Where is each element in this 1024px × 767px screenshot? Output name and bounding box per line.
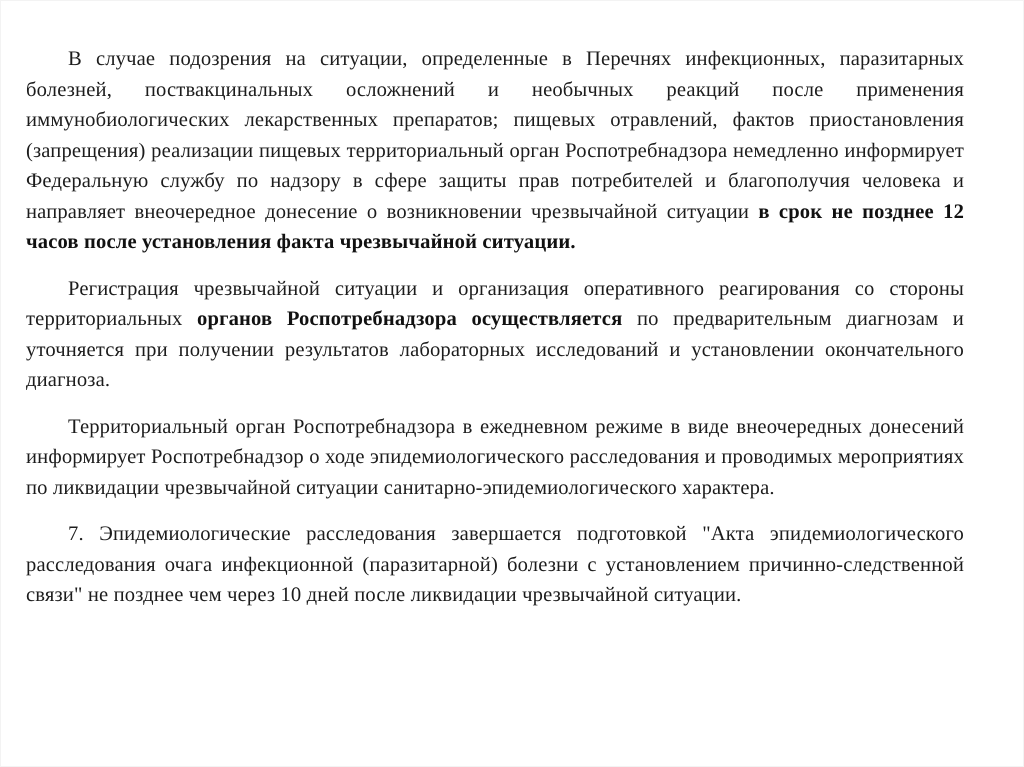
bold-deadline-text: в срок не позднее 12 часов после установления факта чрезвычайной ситуации.: [26, 200, 965, 253]
paragraph-text: Территориальный орган Роспотребнадзора в ежедневном режиме в виде внеочередных донесений информирует Роспотребнадзор о ходе эпидемиологического расследования и проводимых мероприятиях по ликвидации чрезвычайной ситуации санитарно-эпидемиологического характера.: [26, 415, 964, 499]
paragraph-investigation-act: [26, 519, 964, 611]
paragraph-text: 7. Эпидемиологические расследования завершается подготовкой "Акта эпидемиологического расследования очага инфекционной (паразитарной) болезни с установлением причинно-следственной связи" не позднее чем через 10 дней после ликвидации чрезвычайной ситуации.: [26, 523, 964, 606]
paragraph-emergency-report: [26, 44, 964, 258]
paragraph-text: В случае подозрения на ситуации, определенные в Перечнях инфекционных, паразитарных болезней, поствакцинальных осложнений и необычных реакций после применения иммунобиологических лекарственных препаратов; пищевых отравлений, фактов приостановления (запрещения) реализации пищевых территориальный орган Роспотребнадзора немедленно информирует Федеральную службу по надзору в сфере защиты прав потребителей и благополучия человека и направляет внеочередное донесение о возникновении чрезвычайной ситуации: [26, 48, 964, 223]
paragraph-text: по предварительным диагнозам и уточняется при получении результатов лабораторных исследований и установлении окончательного диагноза.: [26, 308, 964, 391]
paragraph-registration: [26, 274, 964, 396]
paragraph-text: Регистрация чрезвычайной ситуации и организация оперативного реагирования со стороны территориальных: [26, 277, 964, 330]
document-body: [26, 44, 964, 611]
bold-authority-text: органов Роспотребнадзора осуществляется: [197, 308, 623, 330]
paragraph-daily-reports: [26, 412, 964, 504]
